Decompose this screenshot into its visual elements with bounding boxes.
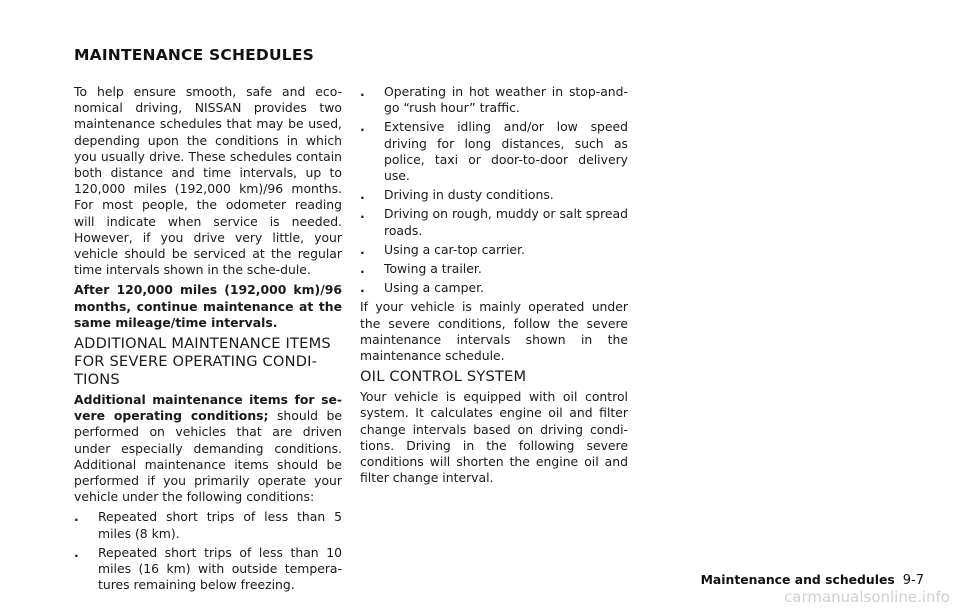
- list-item-text: Extensive idling and/or low speed driving for long distances, such as police, taxi or door-to-door delivery use.: [384, 119, 628, 184]
- left-column: [74, 84, 342, 596]
- list-item-text: Driving on rough, muddy or salt spread roads.: [384, 206, 628, 238]
- list-item: [360, 261, 628, 277]
- additional-items-text: should be performed on vehicles that are driven under especially demanding conditions. Additional maintenance items should be performed if you primarily operate your vehicle under the following conditions:: [74, 408, 343, 505]
- severe-conditions-note: If your vehicle is mainly operated under the severe conditions, follow the severe maintenance intervals shown in the maintenance schedule.: [360, 299, 628, 364]
- list-item-text: Driving in dusty conditions.: [384, 187, 554, 203]
- intro-paragraph: To help ensure smooth, safe and eco-nomical driving, NISSAN provides two maintenance schedules that may be used, depending upon the conditions in which you usually drive. These schedules contain both distance and time intervals, up to 120,000 miles (192,000 km)/96 months. For most people, the odometer reading will indicate when service is needed. However, if you drive very little, your vehicle should be serviced at the regular time intervals shown in the sche-dule.: [74, 84, 342, 278]
- list-item-text: Towing a trailer.: [384, 261, 482, 277]
- severe-conditions-heading: ADDITIONAL MAINTENANCE ITEMS FOR SEVERE OPERATING CONDI-TIONS: [74, 335, 331, 389]
- list-item: [74, 545, 342, 594]
- list-item: [360, 206, 628, 238]
- list-item: [74, 509, 342, 541]
- list-item-text: Repeated short trips of less than 10 miles (16 km) with outside tempera-tures remaining below freezing.: [98, 544, 342, 593]
- right-column: [360, 84, 628, 490]
- page-footer: [701, 572, 924, 588]
- additional-items-paragraph: [74, 392, 342, 505]
- bullet-icon: .: [74, 509, 79, 525]
- list-item-text: Using a camper.: [384, 280, 485, 296]
- list-item-text: Using a car-top carrier.: [384, 241, 525, 257]
- list-item: [360, 84, 628, 116]
- additional-items-lead: Additional maintenance items for se-vere operating conditions;: [74, 392, 342, 424]
- list-item: [360, 242, 628, 258]
- oil-control-paragraph: Your vehicle is equipped with oil control system. It calculates engine oil and filter change intervals based on driving condi-tions. Driving in the following severe conditions will shorten the engine oil and filter change interval.: [360, 389, 628, 486]
- bullet-icon: .: [360, 119, 365, 135]
- bullet-icon: .: [360, 84, 365, 99]
- bullet-icon: .: [360, 206, 365, 222]
- bullet-icon: .: [360, 261, 365, 277]
- list-item: [360, 119, 628, 184]
- conditions-list-right: [360, 84, 628, 296]
- bullet-icon: .: [360, 280, 365, 296]
- page-title: MAINTENANCE SCHEDULES: [74, 46, 314, 64]
- list-item: [360, 280, 628, 296]
- footer-section-title: Maintenance and schedules: [700, 572, 895, 587]
- after-mileage-note: After 120,000 miles (192,000 km)/96 months, continue maintenance at the same mileage/time intervals.: [74, 282, 342, 330]
- list-item: [360, 187, 628, 203]
- bullet-icon: .: [360, 241, 365, 257]
- conditions-list-left: [74, 509, 342, 593]
- bullet-icon: .: [360, 187, 365, 203]
- oil-control-heading: OIL CONTROL SYSTEM: [360, 368, 527, 386]
- list-item-text: Repeated short trips of less than 5 miles (8 km).: [98, 509, 342, 541]
- page-number: 9-7: [902, 573, 924, 588]
- bullet-icon: .: [74, 544, 79, 560]
- watermark: carmanualsonline.info: [784, 588, 950, 606]
- list-item-text: Operating in hot weather in stop-and-go “rush hour” traffic.: [384, 84, 628, 116]
